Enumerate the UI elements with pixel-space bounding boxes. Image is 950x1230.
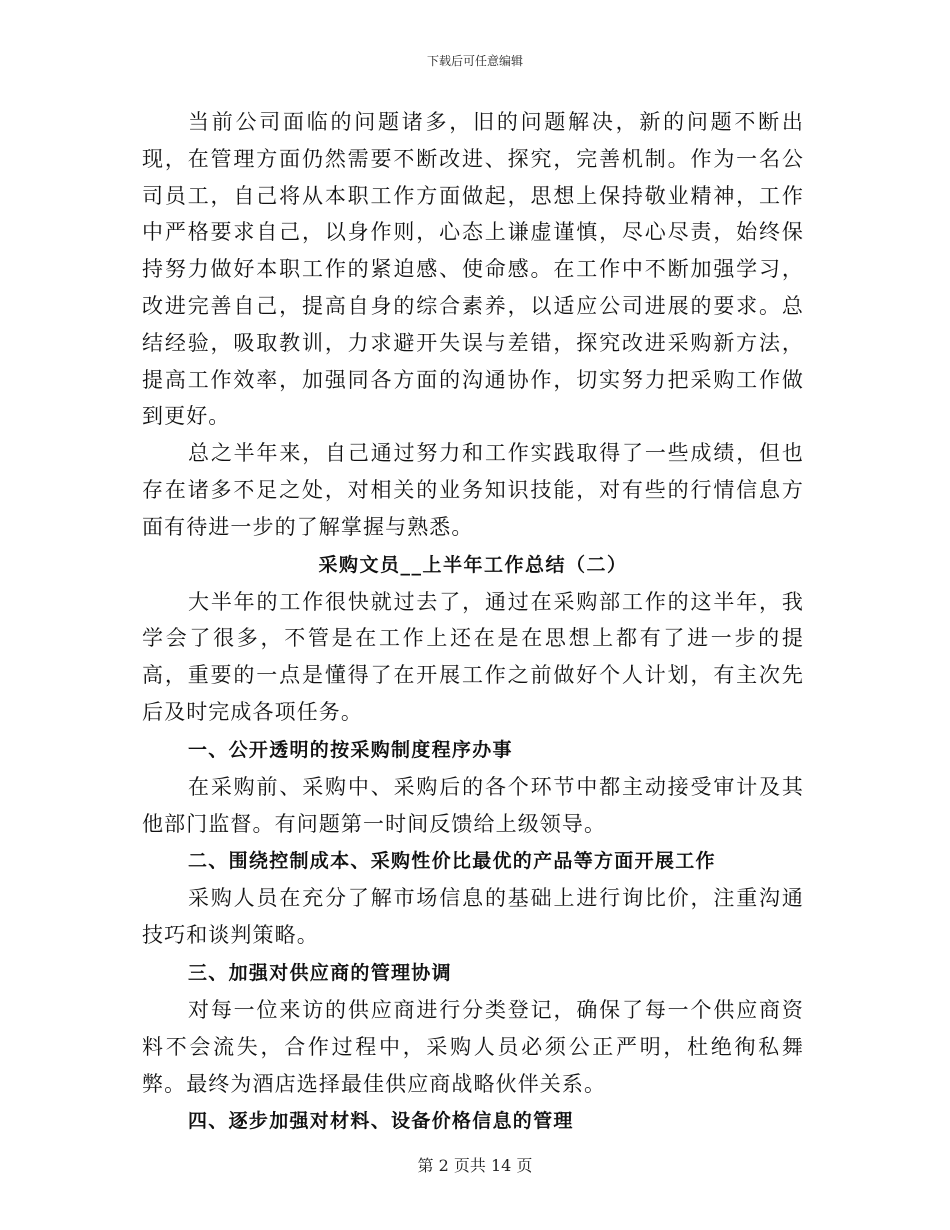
heading-3: 三、加强对供应商的管理协调 — [188, 961, 452, 984]
document-body — [142, 104, 804, 1140]
heading-1: 一、公开透明的按采购制度程序办事 — [188, 738, 513, 761]
paragraph-1: 在采购前、采购中、采购后的各个环节中都主动接受审计及其他部门监督。有问题第一时间反馈给上级领导。 — [142, 774, 804, 836]
heading-4: 四、逐步加强对材料、设备价格信息的管理 — [188, 1110, 574, 1133]
heading-2: 二、围绕控制成本、采购性价比最优的产品等方面开展工作 — [188, 850, 716, 873]
paragraph-3: 对每一位来访的供应商进行分类登记，确保了每一个供应商资料不会流失，合作过程中，采购人员必须公正严明，杜绝徇私舞弊。最终为酒店选择最佳供应商战略伙伴关系。 — [142, 997, 804, 1096]
section-title: 采购文员__上半年工作总结（二） — [318, 553, 628, 576]
paragraph-half-year-summary: 总之半年来，自己通过努力和工作实践取得了一些成绩，但也存在诸多不足之处，对相关的业务知识技能，对有些的行情信息方面有待进一步的了解掌握与熟悉。 — [142, 441, 804, 539]
paragraph-current-problems: 当前公司面临的问题诸多，旧的问题解决，新的问题不断出现，在管理方面仍然需要不断改进、探究，完善机制。作为一名公司员工，自己将从本职工作方面做起，思想上保持敬业精神，工作中严格要求自己，以身作则，心态上谦虚谨慎，尽心尽责，始终保持努力做好本职工作的紧迫感、使命感。在工作中不断加强学习，改进完善自己，提高自身的综合素养，以适应公司进展的要求。总结经验，吸取教训，力求避开失误与差错，探究改进采购新方法，提高工作效率，加强同各方面的沟通协作，切实努力把采购工作做到更好。 — [142, 110, 804, 429]
paragraph-intro: 大半年的工作很快就过去了，通过在采购部工作的这半年，我学会了很多，不管是在工作上还在是在思想上都有了进一步的提高，重要的一点是懂得了在开展工作之前做好个人计划，有主次先后及时完成各项任务。 — [142, 589, 804, 724]
page-number-footer: 第 2 页共 14 页 — [417, 1156, 533, 1175]
paragraph-2: 采购人员在充分了解市场信息的基础上进行询比价，注重沟通技巧和谈判策略。 — [142, 886, 804, 948]
page-header-note: 下载后可任意编辑 — [426, 54, 523, 68]
